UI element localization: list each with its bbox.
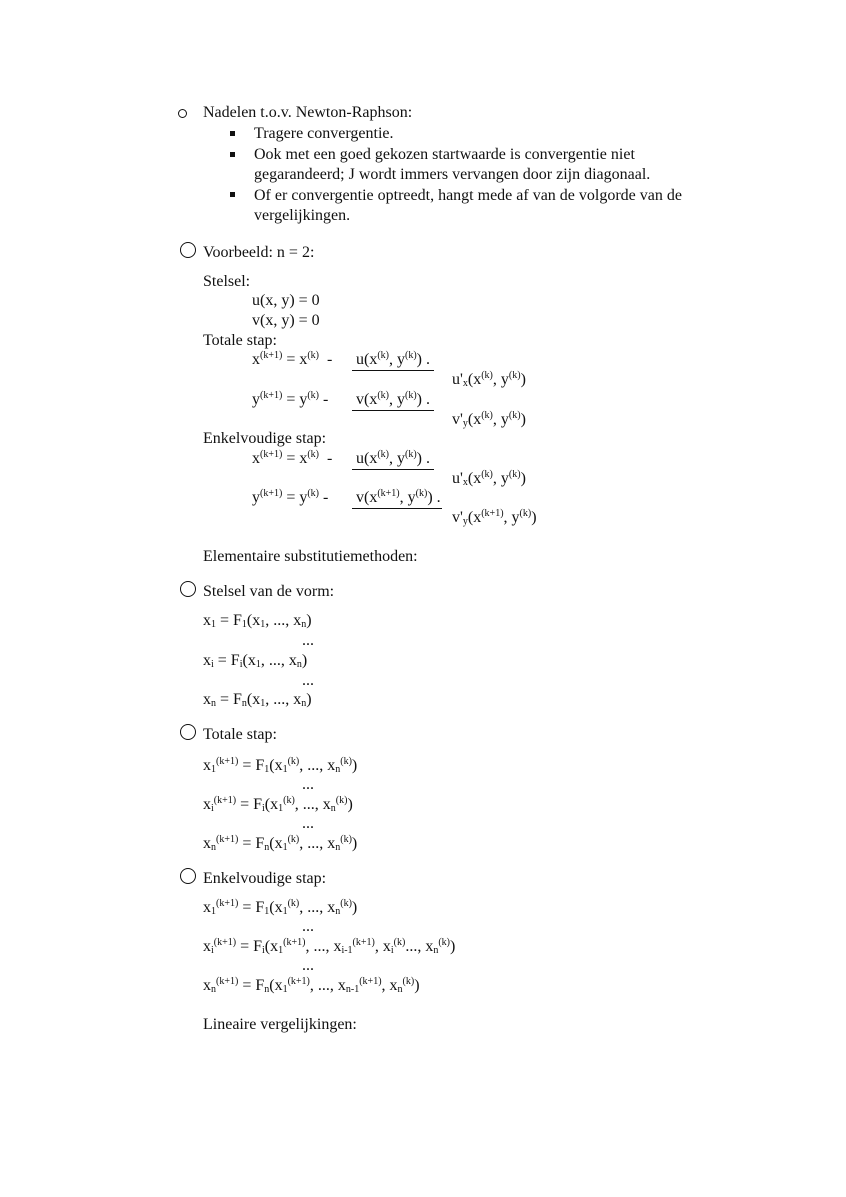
square-bullet-icon — [230, 192, 235, 197]
voorbeeld-heading: Voorbeeld: n = 2: — [203, 244, 315, 261]
system-eq-i: $x_i = F_i(x_1$, ..., $x_n$) — [203, 652, 308, 670]
formula-y-numerator: $v(x^{(k)}$, $y^{(k)}$) . — [352, 390, 434, 411]
single-eq-i: $x_i^{(k+1)} = F_i(x_1^{(k+1)}$, ..., $x_{i-1}^{(k+1)}$, $x_i^{(k)}$..., $x_n^{(k)}$) — [203, 937, 456, 956]
ellipsis: ... — [302, 815, 314, 832]
system-eq-n: $x_n = F_n(x_1$, ..., $x_n$) — [203, 691, 312, 709]
elementaire-heading: Elementaire substitutiemethoden: — [203, 548, 418, 565]
ellipsis: ... — [302, 918, 314, 935]
circle-bullet-icon — [180, 868, 196, 884]
nadelen-item-2-cont: gegarandeerd; J wordt immers vervangen door zijn diagonaal. — [254, 166, 651, 183]
single-eq-1: $x_1^{(k+1)} = F_1(x_1^{(k)}$, ..., $x_n^{(k)}$) — [203, 898, 358, 917]
formula-y-denominator: $v'_y(x^{(k+1)}$, $y^{(k)}$) — [452, 508, 537, 527]
square-bullet-icon — [230, 152, 235, 157]
lineaire-heading: Lineaire vergelijkingen: — [203, 1016, 357, 1033]
single-eq-n: $x_n^{(k+1)} = F_n(x_1^{(k+1)}$, ..., $x_{n-1}^{(k+1)}$, $x_n^{(k)}$) — [203, 976, 420, 995]
ellipsis: ... — [302, 776, 314, 793]
nadelen-item-3-cont: vergelijkingen. — [254, 207, 351, 224]
formula-y-numerator: $v(x^{(k+1)}$, $y^{(k)}$) . — [352, 488, 442, 509]
hollow-bullet-icon — [178, 109, 187, 118]
formula-y-lhs: $y^{(k+1)} = y^{(k)}$ - — [252, 488, 329, 506]
nadelen-item-2: Ook met een goed gekozen startwaarde is convergentie niet — [254, 146, 635, 163]
totale-stap-label: Totale stap: — [203, 332, 277, 349]
total-eq-n: $x_n^{(k+1)} = F_n(x_1^{(k)}$, ..., $x_n^{(k)}$) — [203, 834, 358, 853]
formula-x-numerator: $u(x^{(k)}$, $y^{(k)}$) . — [352, 350, 434, 371]
enkelvoudige-stap-label: Enkelvoudige stap: — [203, 430, 327, 447]
system-eq-1: $x_1 = F_1(x_1$, ..., $x_n$) — [203, 612, 312, 630]
circle-bullet-icon — [180, 242, 196, 258]
totale-stap-heading: Totale stap: — [203, 726, 277, 743]
ellipsis: ... — [302, 672, 314, 689]
nadelen-item-1: Tragere convergentie. — [254, 125, 394, 142]
ellipsis: ... — [302, 632, 314, 649]
equation-v: v(x, y) = 0 — [252, 312, 320, 329]
square-bullet-icon — [230, 131, 235, 136]
total-eq-1: $x_1^{(k+1)} = F_1(x_1^{(k)}$, ..., $x_n^{(k)}$) — [203, 756, 358, 775]
ellipsis: ... — [302, 957, 314, 974]
formula-x-denominator: $u'_x(x^{(k)}$, $y^{(k)}$) — [452, 370, 526, 389]
nadelen-heading: Nadelen t.o.v. Newton-Raphson: — [203, 104, 413, 121]
stelsel-label: Stelsel: — [203, 273, 251, 290]
nadelen-item-3: Of er convergentie optreedt, hangt mede af van de volgorde van de — [254, 187, 682, 204]
formula-y-denominator: $v'_y(x^{(k)}$, $y^{(k)}$) — [452, 410, 526, 429]
formula-x-lhs: $x^{(k+1)} = x^{(k)}$ - — [252, 350, 333, 368]
enkelvoudige-stap-heading: Enkelvoudige stap: — [203, 870, 327, 887]
stelsel-vorm-heading: Stelsel van de vorm: — [203, 583, 335, 600]
formula-y-lhs: $y^{(k+1)} = y^{(k)}$ - — [252, 390, 329, 408]
formula-x-numerator: $u(x^{(k)}$, $y^{(k)}$) . — [352, 449, 434, 470]
circle-bullet-icon — [180, 581, 196, 597]
formula-x-lhs: $x^{(k+1)} = x^{(k)}$ - — [252, 449, 333, 467]
circle-bullet-icon — [180, 724, 196, 740]
total-eq-i: $x_i^{(k+1)} = F_i(x_1^{(k)}$, ..., $x_n^{(k)}$) — [203, 795, 353, 814]
formula-x-denominator: $u'_x(x^{(k)}$, $y^{(k)}$) — [452, 469, 526, 488]
equation-u: u(x, y) = 0 — [252, 292, 320, 309]
